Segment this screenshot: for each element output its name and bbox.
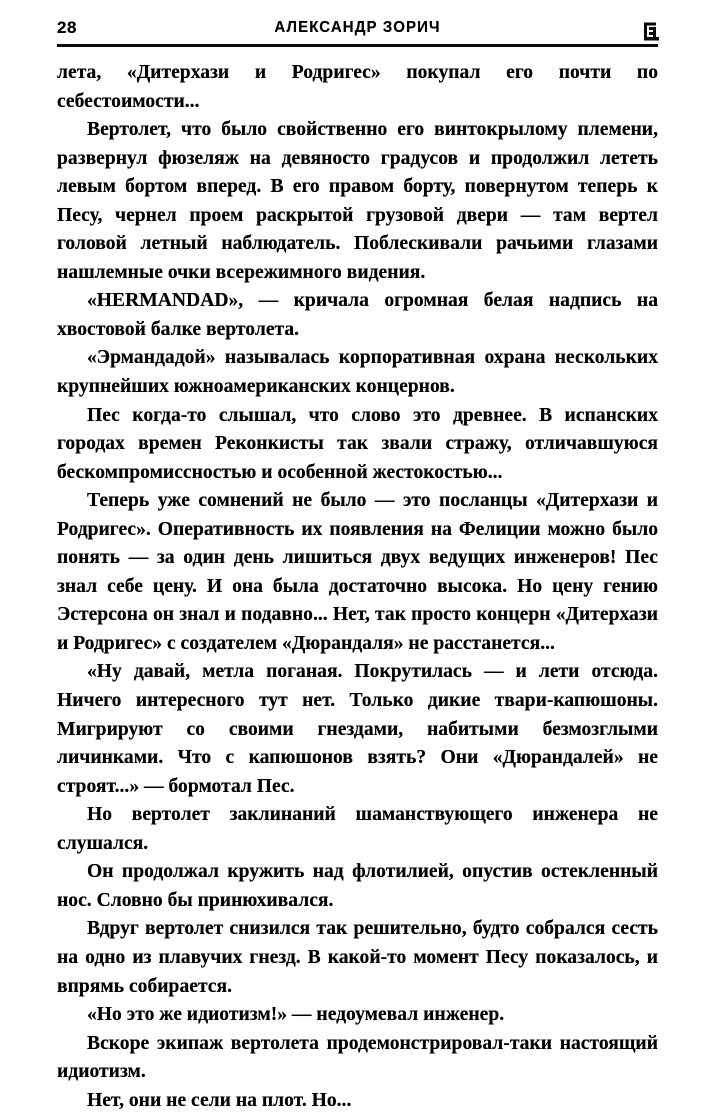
paragraph: лета, «Дитерхази и Родригес» покупал его почти по себестоимости... xyxy=(57,62,658,112)
paragraph: Вскоре экипаж вертолета продемонстрировал-таки настоящий идиотизм. xyxy=(57,1032,658,1083)
paragraph: «Но это же идиотизм!» — недоумевал инженер. xyxy=(87,1004,505,1026)
paragraph: Нет, они не сели на плот. Но... xyxy=(87,1089,352,1111)
square-bracket-ornament-icon xyxy=(643,22,660,43)
paragraph: «Эрмандадой» называлась корпоративная охрана нескольких крупнейших южноамериканских концернов. xyxy=(57,347,658,398)
paragraph: Вдруг вертолет снизился так решительно, будто собрался сесть на одно из плавучих гнезд. В какой-то момент Песу показалось, и впрямь собирается. xyxy=(57,918,658,997)
paragraph: Вертолет, что было свойственно его винтокрылому племени, развернул фюзеляж на девяносто градусов и продолжил лететь левым бортом вперед. В его правом борту, повернутом теперь к Песу, чернел проем раскрытой грузовой двери — там вертел головой летный наблюдатель. Поблескивали рачьими глазами нашлемные очки всережимного видения. xyxy=(57,119,658,283)
paragraph: «HERMANDAD», — кричала огромная белая надпись на хвостовой балке вертолета. xyxy=(57,290,658,340)
paragraph: Пес когда-то слышал, что слово это древнее. В испанских городах времен Реконкисты так звали стражу, отличавшуюся бескомпромиссностью и особенной жестокостью... xyxy=(57,404,658,483)
running-title: АЛЕКСАНДР ЗОРИЧ xyxy=(274,18,441,37)
paragraph: Теперь уже сомнений не было — это посланцы «Дитерхази и Родригес». Оперативность их появления на Фелиции можно было понять — за один день лишиться двух ведущих инженеров! Пес знал себе цену. И она была достаточно высока. Но цену гению Эстерсона он знал и подавно... Нет, так просто концерн «Дитерхази и Родригес» с создателем «Дюрандаля» не расстанется... xyxy=(57,490,658,654)
running-header xyxy=(57,18,658,48)
paragraph: Он продолжал кружить над флотилией, опустив остекленный нос. Словно бы принюхивался. xyxy=(57,861,658,911)
header-divider-rule xyxy=(57,44,658,47)
paragraph: Но вертолет заклинаний шаманствующего инженера не слушался. xyxy=(57,804,658,854)
paragraph: «Ну давай, метла поганая. Покрутилась — и лети отсюда. Ничего интересного тут нет. Только дикие твари-капюшоны. Мигрируют со своими гнездами, набитыми безмозглыми личинками. Что с капюшонов взять? Они «Дюрандалей» не строят...» — бормотал Пес. xyxy=(57,661,658,797)
body-text-block xyxy=(57,59,658,1115)
page-number: 28 xyxy=(57,18,77,37)
